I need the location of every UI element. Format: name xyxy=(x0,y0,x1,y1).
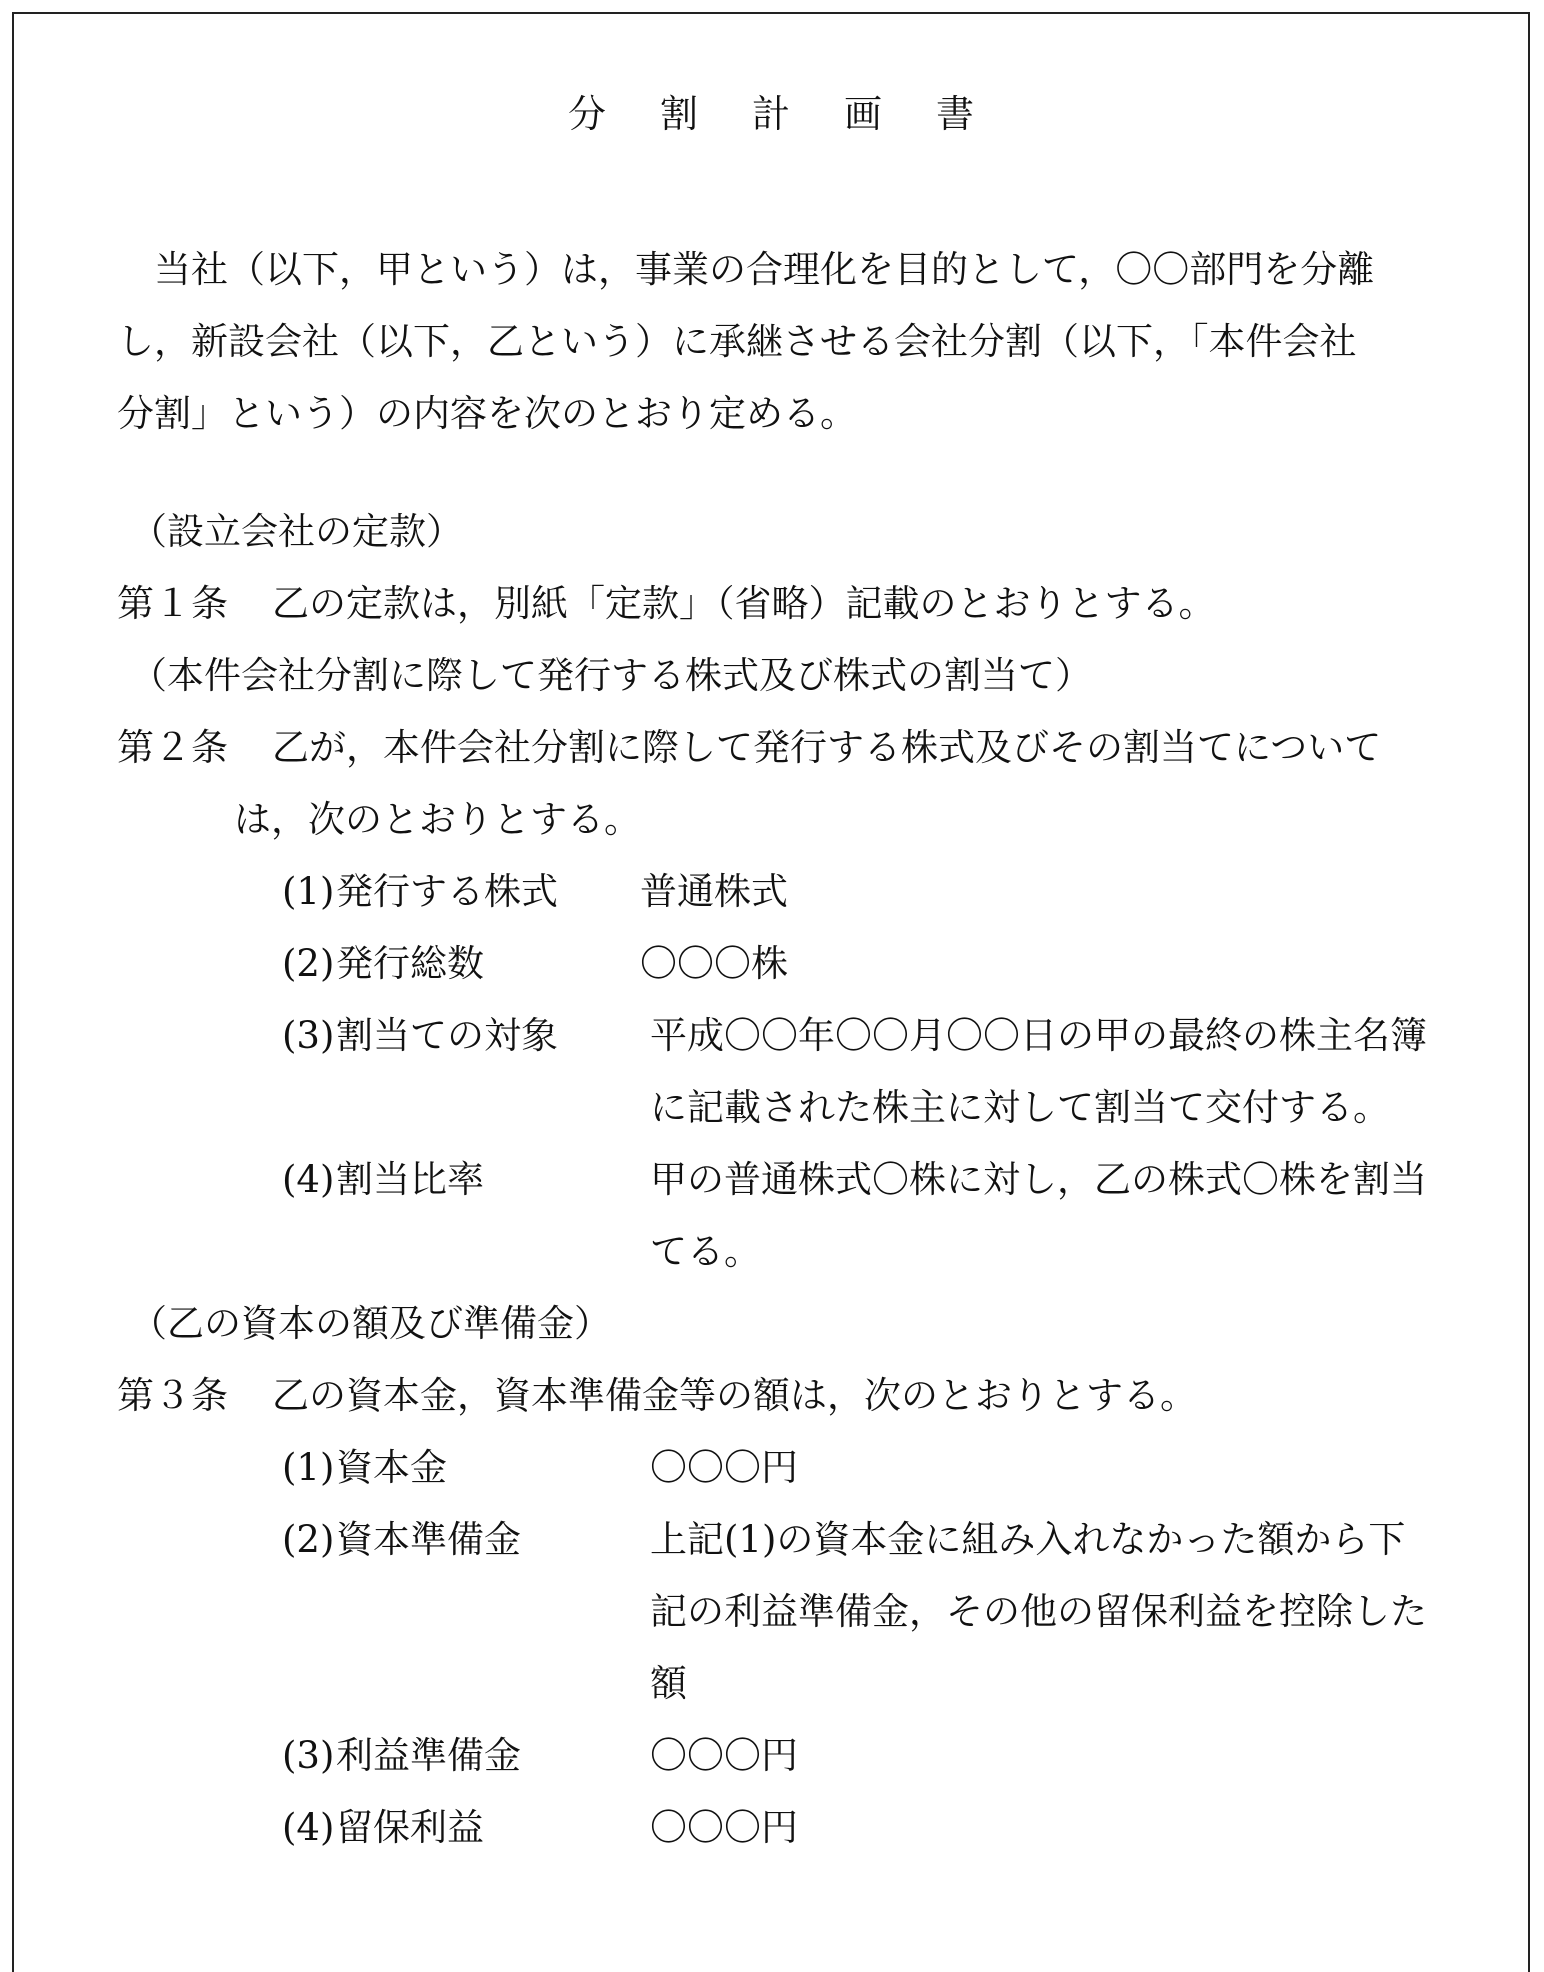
intro-paragraph xyxy=(117,234,1487,450)
item-description: に記載された株主に対して割当て交付する。 xyxy=(650,1086,1390,1129)
article2-body-line: は，次のとおりとする。 xyxy=(234,798,641,841)
document-title: 分割計画書 xyxy=(567,92,1028,136)
item-number: (4) xyxy=(282,1158,335,1201)
intro-line: し，新設会社（以下，乙という）に承継させる会社分割（以下，「本件会社 xyxy=(117,320,1357,363)
article2-heading: （本件会社分割に際して発行する株式及び株式の割当て） xyxy=(130,654,1092,697)
article3-heading: （乙の資本の額及び準備金） xyxy=(130,1302,611,1345)
item-description: 上記(1)の資本金に組み入れなかった額から下 xyxy=(650,1518,1406,1561)
item-description: てる。 xyxy=(650,1230,761,1273)
article1-label: 第１条 xyxy=(117,582,228,625)
item-number: (4) xyxy=(282,1806,335,1849)
intro-line: 分割」という）の内容を次のとおり定める。 xyxy=(117,392,857,435)
item-term: 資本準備金 xyxy=(336,1518,521,1561)
item-number: (2) xyxy=(282,1518,335,1561)
item-term: 利益準備金 xyxy=(336,1734,521,1777)
item-description: 記の利益準備金，その他の留保利益を控除した xyxy=(650,1590,1427,1633)
article2-body-line: 乙が，本件会社分割に際して発行する株式及びその割当てについて xyxy=(272,726,1382,769)
intro-line: 当社（以下，甲という）は，事業の合理化を目的として，〇〇部門を分離 xyxy=(154,248,1375,291)
item-term: 発行する株式 xyxy=(336,870,558,913)
item-description: 甲の普通株式〇株に対し，乙の株式〇株を割当 xyxy=(650,1158,1427,1201)
item-term: 割当比率 xyxy=(336,1158,484,1201)
item-number: (2) xyxy=(282,942,335,985)
article1-body: 乙の定款は，別紙「定款」（省略）記載のとおりとする。 xyxy=(272,582,1216,625)
article2-label: 第２条 xyxy=(117,726,228,769)
article3-body: 乙の資本金，資本準備金等の額は，次のとおりとする。 xyxy=(272,1374,1197,1417)
item-description: 〇〇〇円 xyxy=(650,1446,798,1489)
item-description: 額 xyxy=(650,1662,687,1705)
item-number: (1) xyxy=(282,870,335,913)
item-description: 〇〇〇円 xyxy=(650,1806,798,1849)
item-term: 資本金 xyxy=(336,1446,447,1489)
item-number: (3) xyxy=(282,1734,335,1777)
document-page xyxy=(12,12,1530,1972)
item-term: 留保利益 xyxy=(336,1806,484,1849)
item-description: 〇〇〇株 xyxy=(640,942,788,985)
item-description: 〇〇〇円 xyxy=(650,1734,798,1777)
item-term: 発行総数 xyxy=(336,942,484,985)
item-description: 平成〇〇年〇〇月〇〇日の甲の最終の株主名簿 xyxy=(650,1014,1427,1057)
article1-heading: （設立会社の定款） xyxy=(130,510,463,553)
item-description: 普通株式 xyxy=(640,870,788,913)
item-number: (3) xyxy=(282,1014,335,1057)
item-term: 割当ての対象 xyxy=(336,1014,558,1057)
item-number: (1) xyxy=(282,1446,335,1489)
article3-label: 第３条 xyxy=(117,1374,228,1417)
